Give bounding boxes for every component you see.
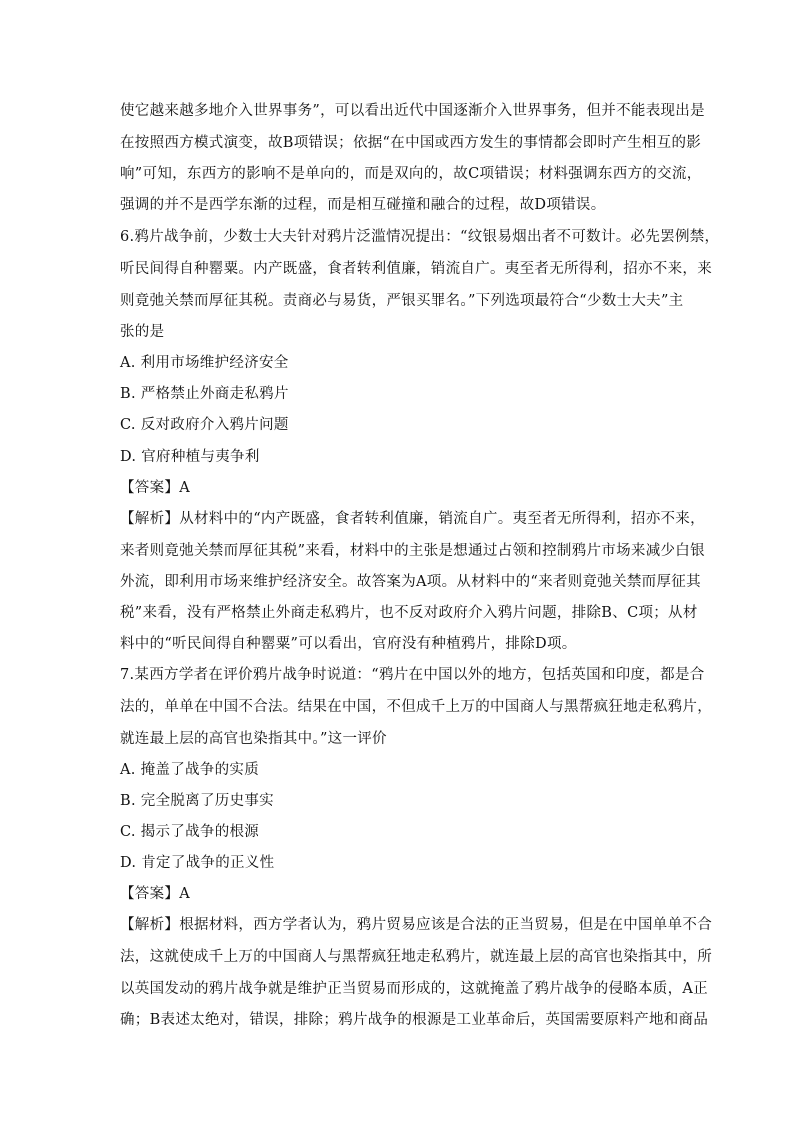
analysis-text: 料中的“听民间得自种罂粟”可以看出，官府没有种植鸦片，排除D项。 xyxy=(120,636,577,652)
question-6-stem: 则竟弛关禁而厚征其税。责商必与易货，严银买罪名。”下列选项最符合“少数士大夫”主 xyxy=(120,293,684,309)
analysis-text: 【解析】从材料中的“内产既盛，食者转利值廉，销流自广。夷至者无所得利，招亦不来， xyxy=(120,511,705,527)
option-b: B. 完全脱离了历史事实 xyxy=(120,793,274,809)
question-7-stem: 就连最上层的高官也染指其中。”这一评价 xyxy=(120,731,387,747)
option-a: A. 利用市场维护经济安全 xyxy=(120,355,289,371)
question-6-stem: 6.鸦片战争前，少数士大夫针对鸦片泛滥情况提出：“纹银易烟出者不可数计。必先罢例禁， xyxy=(120,229,720,245)
text-line: 强调的并不是西学东渐的过程，而是相互碰撞和融合的过程，故D项错误。 xyxy=(120,197,606,213)
question-6-stem: 张的是 xyxy=(120,324,165,340)
option-c: C. 反对政府介入鸦片问题 xyxy=(120,417,289,433)
analysis-text: 法，这就使成千上万的中国商人与黑帮疯狂地走私鸦片，就连最上层的高官也染指其中，所 xyxy=(120,949,712,965)
option-a: A. 掩盖了战争的实质 xyxy=(120,762,259,778)
analysis-text: 【解析】根据材料，西方学者认为，鸦片贸易应该是合法的正当贸易，但是在中国单单不合 xyxy=(120,917,712,933)
analysis-text: 税”来看，没有严格禁止外商走私鸦片，也不反对政府介入鸦片问题，排除B、C项；从材 xyxy=(120,605,698,621)
option-d: D. 官府种植与夷争利 xyxy=(120,449,260,465)
text-line: 在按照西方模式演变，故B项错误；依据“在中国或西方发生的事情都会即时产生相互的影 xyxy=(120,135,702,151)
text-line: 响”可知，东西方的影响不是单向的，而是双向的，故C项错误；材料强调东西方的交流， xyxy=(120,166,702,182)
question-7-stem: 法的，单单在中国不合法。结果在中国，不但成千上万的中国商人与黑帮疯狂地走私鸦片， xyxy=(120,699,712,715)
analysis-text: 以英国发动的鸦片战争就是维护正当贸易而形成的，这就掩盖了鸦片战争的侵略本质，A正 xyxy=(120,981,708,997)
analysis-text: 来者则竟弛关禁而厚征其税”来看，材料中的主张是想通过占领和控制鸦片市场来减少白银 xyxy=(120,543,705,559)
answer-label: 【答案】A xyxy=(120,886,190,902)
option-c: C. 揭示了战争的根源 xyxy=(120,824,260,840)
option-d: D. 肯定了战争的正义性 xyxy=(120,855,275,871)
analysis-text: 确；B表述太绝对，错误，排除；鸦片战争的根源是工业革命后，英国需要原料产地和商品 xyxy=(120,1012,709,1028)
question-7-stem: 7.某西方学者在评价鸦片战争时说道：“鸦片在中国以外的地方，包括英国和印度，都是合 xyxy=(120,667,705,683)
analysis-text: 外流，即利用市场来维护经济安全。故答案为A项。从材料中的“来者则竟弛关禁而厚征其 xyxy=(120,574,701,590)
question-6-stem: 听民间得自种罂粟。内产既盛，食者转利值廉，销流自广。夷至者无所得利，招亦不来，来 xyxy=(120,261,712,277)
answer-label: 【答案】A xyxy=(120,480,190,496)
text-line: 使它越来越多地介入世界事务”，可以看出近代中国逐渐介入世界事务，但并不能表现出是 xyxy=(120,103,705,119)
option-b: B. 严格禁止外商走私鸦片 xyxy=(120,386,289,402)
